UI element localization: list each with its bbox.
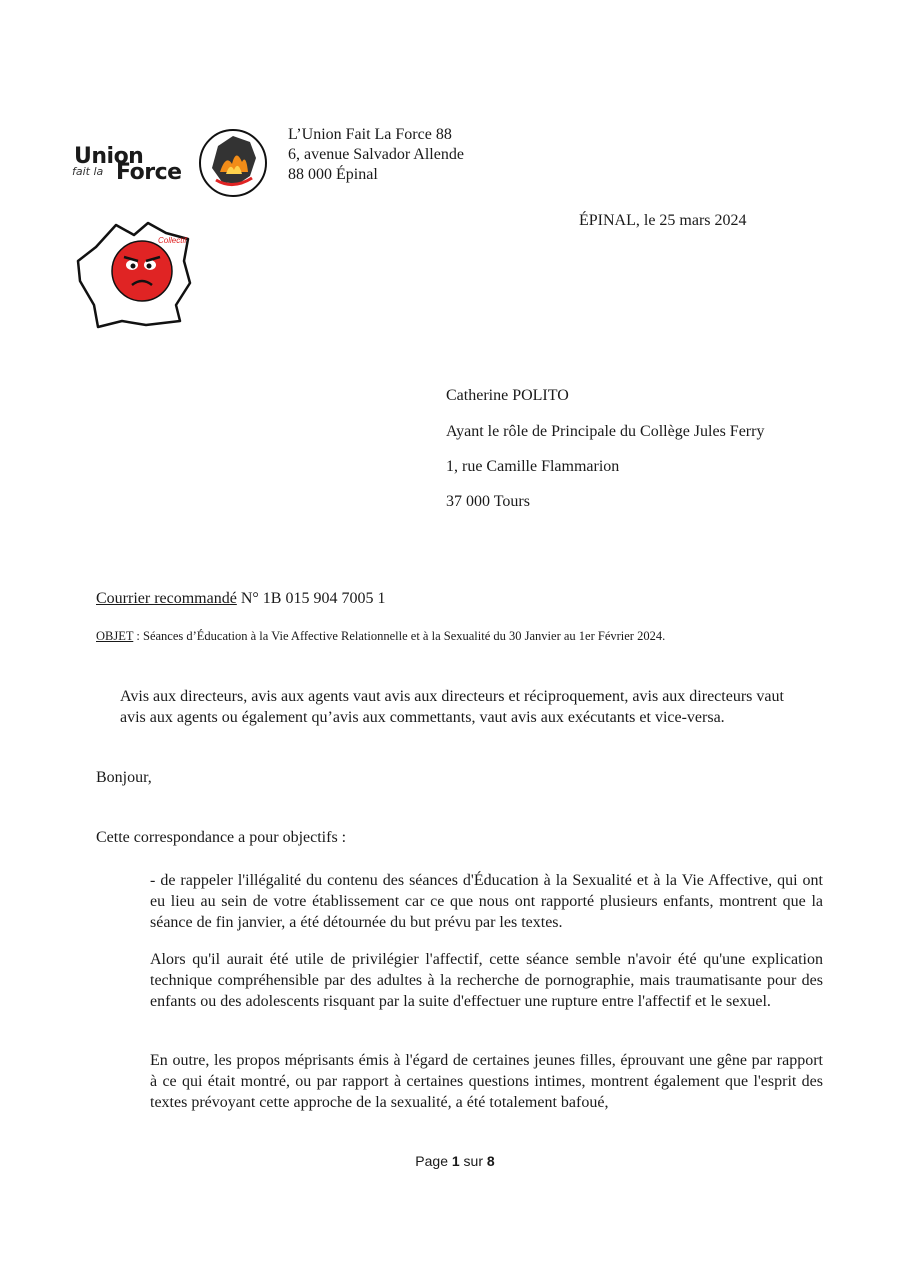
letter-date: ÉPINAL, le 25 mars 2024 [579,212,747,229]
page-footer [0,1153,910,1169]
body-paragraph-2: Alors qu'il aurait été utile de privilégier l'affectif, cette séance semble n'avoir été qu'une explication technique compréhensible par des adultes à la recherche de pornographie, mais traumatisante pour des enfants ou des adolescents risquant par la suite d'effectuer une rupture entre l'affectif et le sexuel. [150,951,823,1010]
body-paragraph-1: - de rappeler l'illégalité du contenu des séances d'Éducation à la Sexualité et à la Vie Affective, qui ont eu lieu au sein de votre établissement car ce que nous ont rapporté plusieurs enfants, montrent que la séance de fin janvier, a été détournée du but prévu par les textes. [150,872,823,931]
registered-mail-label: Courrier recommandé [96,590,237,607]
page-label: Page [415,1153,452,1169]
sender-name: L’Union Fait La Force 88 [288,126,452,143]
intro-sentence: Cette correspondance a pour objectifs : [96,829,347,846]
subject-text: : Séances d’Éducation à la Vie Affective Relationnelle et à la Sexualité du 30 Janvier au 1er Février 2024. [133,629,666,643]
union-fait-la-force-logo [70,128,270,200]
logo-union-word: Union [74,144,144,169]
subject-line [96,629,665,644]
registered-mail-number: N° 1B 015 904 7005 1 [236,590,386,607]
logo-france-fire-emblem [198,128,268,198]
sender-city: 88 000 Épinal [288,166,378,183]
notice-paragraph: Avis aux directeurs, avis aux agents vaut avis aux directeurs et réciproquement, avis aux directeurs vaut avis aux agents ou également qu’avis aux commettants, vaut avis aux exécutants et vice-versa. [120,688,784,726]
page-total: 8 [486,1153,495,1169]
recipient-street: 1, rue Camille Flammarion [446,458,620,475]
recipient-role: Ayant le rôle de Principale du Collège Jules Ferry [446,423,765,440]
of-label: sur [459,1153,487,1169]
greeting: Bonjour, [96,769,152,786]
sender-street: 6, avenue Salvador Allende [288,146,464,163]
body-paragraph-3: En outre, les propos méprisants émis à l'égard de certaines jeunes filles, éprouvant une gêne par rapport à ce qui était montré, ou par rapport à certaines questions intimes, montrent également que l'esprit des textes prévoyant cette approche de la sexualité, a été totalement bafoué, [150,1052,823,1111]
recipient-name: Catherine POLITO [446,387,569,404]
recipient-city: 37 000 Tours [446,493,530,510]
page-current: 1 [451,1153,460,1169]
parents-en-colere-logo [76,217,196,329]
subject-label: OBJET [96,629,134,643]
logo-force-word: Force [116,160,182,185]
parents-logo-collectif-text: Collectif [158,236,187,245]
sender-address [288,125,464,185]
logo-fait-la-word: fait la [72,165,104,178]
registered-mail-line [96,590,385,608]
